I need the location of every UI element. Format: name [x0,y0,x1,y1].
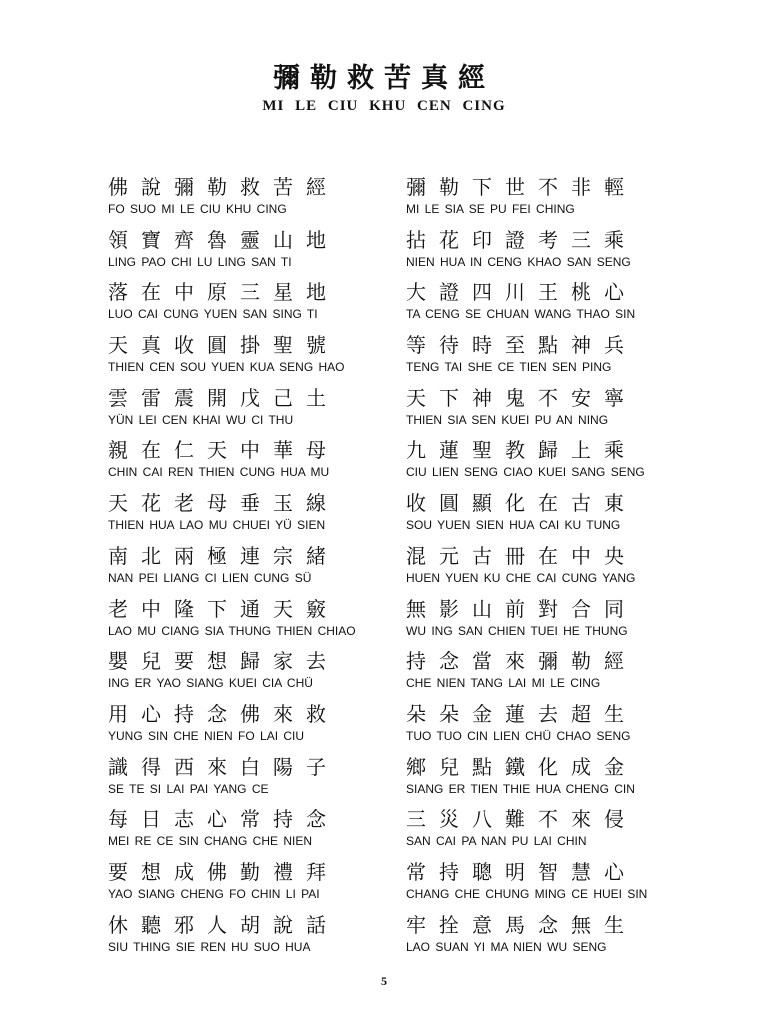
verse-line [108,172,398,225]
verse-chinese: 等待時至點神兵 [406,333,637,358]
verse-line [406,330,696,383]
verse-line [406,541,696,594]
verse-pinyin: THIEN SIA SEN KUEI PU AN NING [406,412,609,427]
verse-chinese: 佛說彌勒救苦經 [108,175,339,199]
verse-pinyin: WU ING SAN CHIEN TUEI HE THUNG [406,623,628,638]
verse-chinese: 拈花印證考三乘 [406,227,637,252]
verse-chinese: 嬰兒要想歸家去 [108,649,339,674]
verse-line [108,225,398,278]
verse-pinyin: SIU THING SIE REN HU SUO HUA [108,939,311,954]
verse-chinese: 牢拴意馬念無生 [406,912,637,937]
verse-line [108,541,398,594]
verse-chinese: 大證四川王桃心 [406,280,637,305]
verse-line [406,594,696,647]
verse-chinese: 無影山前對合同 [406,596,637,621]
verse-line [108,804,398,857]
verse-chinese: 三災八難不來侵 [406,807,637,832]
verse-line [108,910,398,963]
verse-chinese: 領寶齊魯靈山地 [108,227,339,252]
verse-line [108,330,398,383]
verse-chinese: 天花老母垂玉線 [108,491,339,516]
verse-line [406,646,696,699]
verse-pinyin: MEI RE CE SIN CHANG CHE NIEN [108,834,313,849]
verse-chinese: 持念當來彌勒經 [406,649,637,674]
verse-pinyin: FO SUO MI LE CIU KHU CING [108,202,287,216]
verse-pinyin: LUO CAI CUNG YUEN SAN SING TI [108,307,318,322]
verse-line [108,488,398,541]
verse-pinyin: CHIN CAI REN THIEN CUNG HUA MU [108,465,330,480]
verse-line [406,383,696,436]
verse-line [108,383,398,436]
verse-chinese: 親在仁天中華母 [108,438,339,463]
verse-chinese: 識得西來白陽子 [108,754,339,779]
verse-pinyin: LAO SUAN YI MA NIEN WU SENG [406,939,607,954]
verse-line [108,594,398,647]
verse-pinyin: SE TE SI LAI PAI YANG CE [108,781,269,796]
verse-line [108,857,398,910]
verse-line [406,172,696,225]
verse-line [406,857,696,910]
verse-pinyin: NIEN HUA IN CENG KHAO SAN SENG [406,254,631,269]
verse-line [108,646,398,699]
verse-pinyin: SOU YUEN SIEN HUA CAI KU TUNG [406,518,621,533]
verse-line [406,804,696,857]
verse-pinyin: MI LE SIA SE PU FEI CHING [406,202,575,216]
verse-pinyin: TUO TUO CIN LIEN CHÜ CHAO SENG [406,728,631,743]
verse-pinyin: CIU LIEN SENG CIAO KUEI SANG SENG [406,465,645,480]
verse-pinyin: TENG TAI SHE CE TIEN SEN PING [406,360,612,375]
verse-chinese: 彌勒下世不非輕 [406,175,637,199]
verse-chinese: 雲雷震開戊己土 [108,385,339,410]
verse-line [406,435,696,488]
verse-line [108,752,398,805]
verse-chinese: 南北兩極連宗緒 [108,543,339,568]
verse-pinyin: CHANG CHE CHUNG MING CE HUEI SIN [406,886,648,901]
verse-pinyin: THIEN HUA LAO MU CHUEI YÜ SIEN [108,518,326,533]
verse-line [406,910,696,963]
verse-chinese: 朵朵金蓮去超生 [406,701,637,726]
verse-pinyin: ING ER YAO SIANG KUEI CIA CHÜ [108,676,313,691]
verse-pinyin: LAO MU CIANG SIA THUNG THIEN CHIAO [108,623,356,638]
title-chinese: 彌勒救苦真經 [273,63,495,94]
verse-pinyin: LING PAO CHI LU LING SAN TI [108,254,292,269]
verse-chinese: 九蓮聖教歸上乘 [406,438,637,463]
verse-chinese: 收圓顯化在古東 [406,491,637,516]
verse-line [406,225,696,278]
verse-chinese: 天真收圓掛聖號 [108,333,339,358]
title-block [0,62,768,116]
verse-line [108,277,398,330]
verse-pinyin: HUEN YUEN KU CHE CAI CUNG YANG [406,570,636,585]
verse-chinese: 鄉兒點鐵化成金 [406,754,637,779]
verse-pinyin: SAN CAI PA NAN PU LAI CHIN [406,834,587,849]
verse-line [406,752,696,805]
verse-chinese: 落在中原三星地 [108,280,339,305]
verse-chinese: 每日志心常持念 [108,807,339,832]
verse-chinese: 天下神鬼不安寧 [406,385,637,410]
verse-line [108,699,398,752]
verse-chinese: 老中隆下通天竅 [108,596,339,621]
verse-pinyin: NAN PEI LIANG CI LIEN CUNG SÜ [108,570,312,585]
verse-pinyin: TA CENG SE CHUAN WANG THAO SIN [406,307,636,322]
verse-chinese: 要想成佛勤禮拜 [108,859,339,884]
verse-pinyin: THIEN CEN SOU YUEN KUA SENG HAO [108,360,345,375]
verse-pinyin: YAO SIANG CHENG FO CHIN LI PAI [108,886,320,901]
right-column [406,172,696,962]
verse-pinyin: SIANG ER TIEN THIE HUA CHENG CIN [406,781,635,796]
verse-line [108,435,398,488]
title-pinyin: MI LE CIU KHU CEN CING [262,98,506,114]
verse-pinyin: CHE NIEN TANG LAI MI LE CING [406,676,601,691]
verse-line [406,699,696,752]
verse-pinyin: YÜN LEI CEN KHAI WU CI THU [108,412,294,427]
verse-pinyin: YUNG SIN CHE NIEN FO LAI CIU [108,728,305,743]
verse-chinese: 混元古冊在中央 [406,543,637,568]
left-column [108,172,398,962]
verse-chinese: 常持聰明智慧心 [406,859,637,884]
verse-line [406,277,696,330]
verse-chinese: 休聽邪人胡說話 [108,912,339,937]
page-number: 5 [381,974,387,988]
verse-chinese: 用心持念佛來救 [108,701,339,726]
verse-line [406,488,696,541]
